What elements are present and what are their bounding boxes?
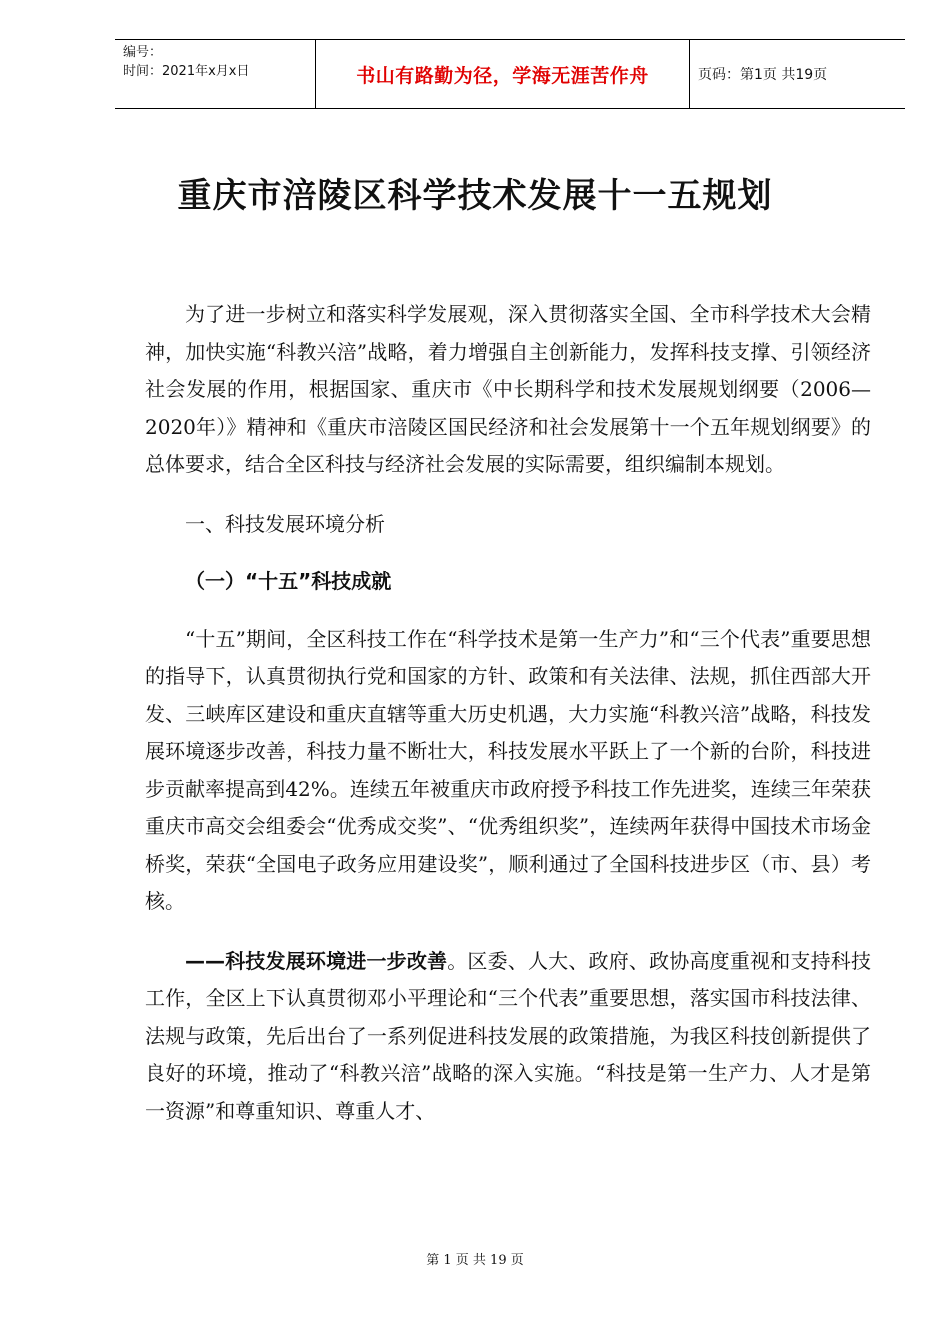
subsection-heading: （一）“十五”科技成就 (185, 569, 392, 593)
page-footer: 第 1 页 共 19 页 (426, 1253, 524, 1268)
document-title: 重庆市涪陵区科学技术发展十一五规划 (177, 176, 773, 216)
environment-lead: ——科技发展环境进一步改善 (185, 948, 448, 973)
page-header (115, 39, 905, 109)
header-motto: 书山有路勤为径，学海无涯苦作舟 (315, 40, 690, 108)
header-meta (115, 40, 315, 108)
environment-body: 。区委、人大、政府、政协高度重视和支持科技工作，全区上下认真贯彻邓小平理论和“三个代表”重要思想，落实国市科技法律、法规与政策，先后出台了一系列促进科技发展的政策措施，为我区科技创新提供了良好的环境，推动了“科教兴涪”战略的深入实施。“科技是第一生产力、人才是第一资源”和尊重知识、尊重人才、 (145, 948, 871, 1123)
document-body (145, 296, 871, 1130)
achievements-paragraph: “十五”期间，全区科技工作在“科学技术是第一生产力”和“三个代表”重要思想的指导下，认真贯彻执行党和国家的方针、政策和有关法律、法规，抓住西部大开发、三峡库区建设和重庆直辖等重大历史机遇，大力实施“科教兴涪”战略，科技发展环境逐步改善，科技力量不断壮大，科技发展水平跃上了一个新的台阶，科技进步贡献率提高到42%。连续五年被重庆市政府授予科技工作先进奖，连续三年荣获重庆市高交会组委会“优秀成交奖”、“优秀组织奖”，连续两年获得中国技术市场金桥奖，荣获“全国电子政务应用建设奖”，顺利通过了全国科技进步区（市、县）考核。 (145, 626, 871, 913)
environment-paragraph (145, 943, 871, 1131)
intro-paragraph: 为了进一步树立和落实科学发展观，深入贯彻落实全国、全市科学技术大会精神，加快实施“科教兴涪”战略，着力增强自主创新能力，发挥科技支撑、引领经济社会发展的作用，根据国家、重庆市《中长期科学和技术发展规划纲要（2006—2020年）》精神和《重庆市涪陵区国民经济和社会发展第十一个五年规划纲要》的总体要求，结合全区科技与经济社会发展的实际需要，组织编制本规划。 (145, 302, 871, 476)
number-label: 编号： (123, 45, 163, 60)
time-label: 时间：2021年x月x日 (123, 64, 250, 79)
header-page-info: 页码：第1页 共19页 (698, 67, 828, 83)
section-heading: 一、科技发展环境分析 (185, 511, 385, 536)
